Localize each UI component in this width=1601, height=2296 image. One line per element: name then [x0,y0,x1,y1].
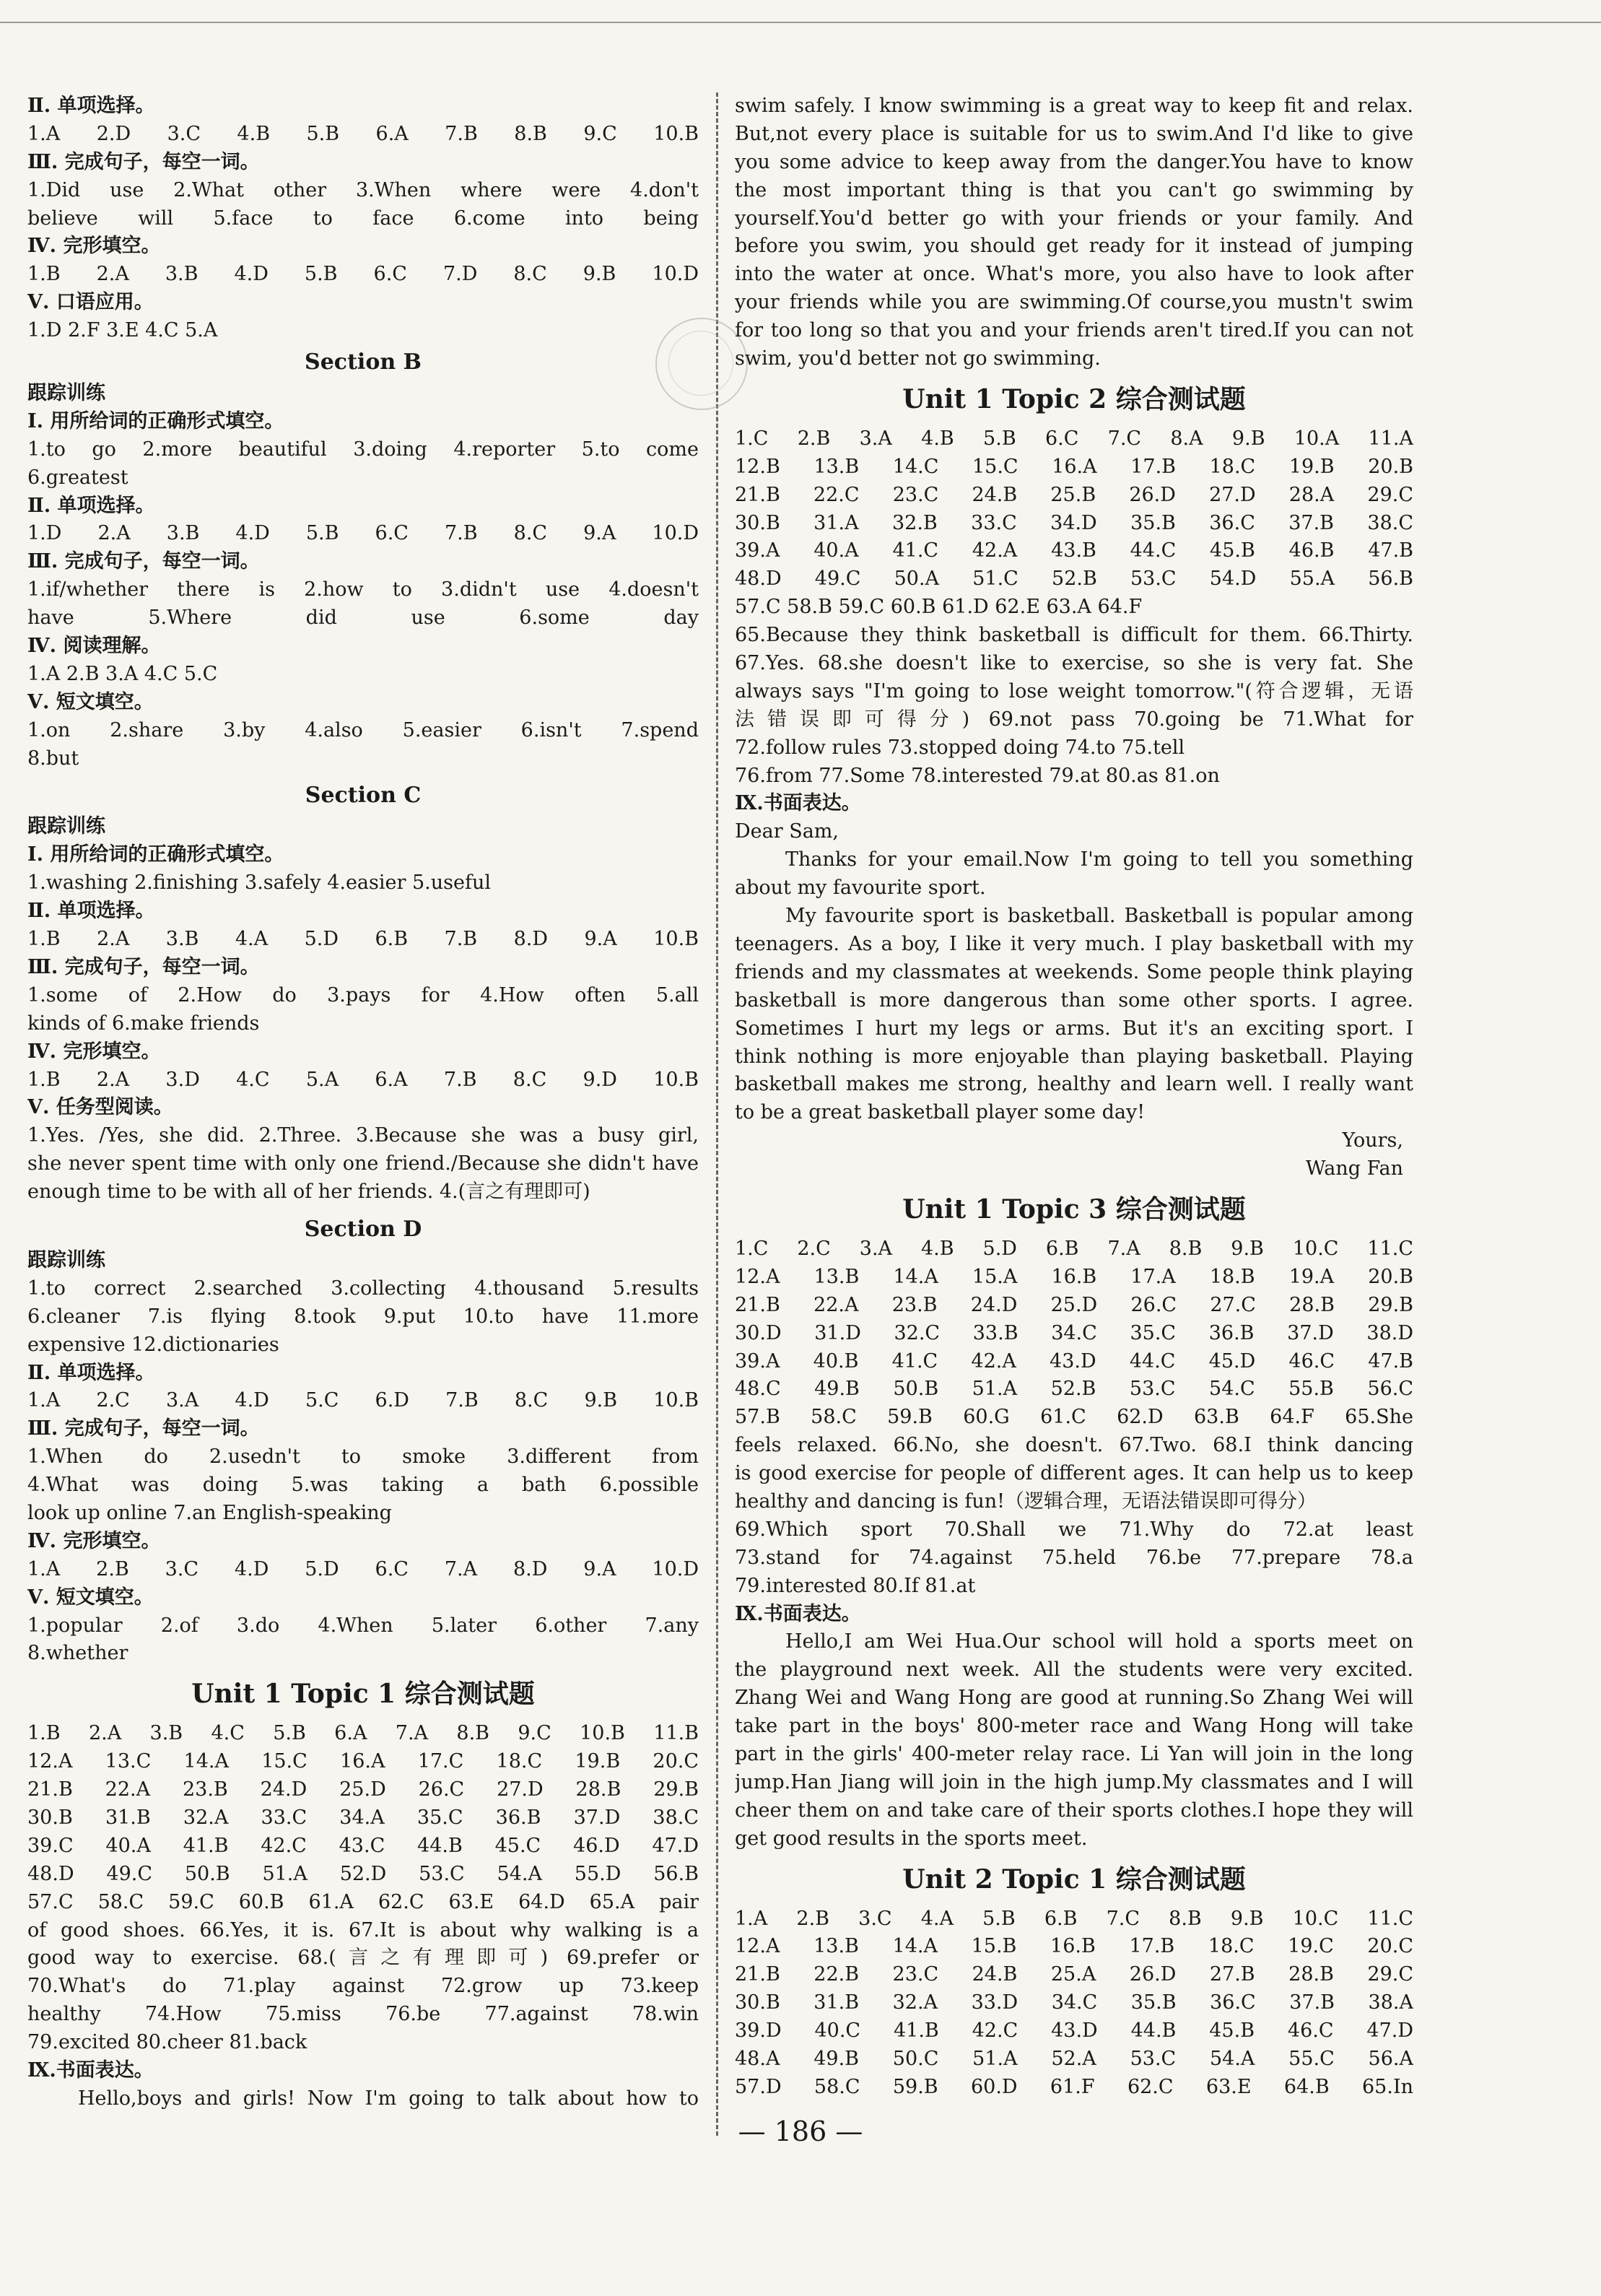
answer-line: 21.B 22.A 23.B 24.D 25.D 26.C 27.D 28.B 29.B [27,1778,699,1801]
answer-line: about my favourite sport. [735,877,986,900]
answer-line: she never spent time with only one friend./Because she didn't have [27,1152,699,1175]
answer-line: 8.whether [27,1642,128,1665]
answer-line: 1.to correct 2.searched 3.collecting 4.thousand 5.results [27,1277,699,1300]
answer-line: 30.B 31.B 32.A 33.C 34.A 35.C 36.B 37.D 38.C [27,1806,699,1829]
answer-line: Hello,I am Wei Hua.Our school will hold a sports meet on [785,1630,1413,1653]
answer-line: before you swim, you should get ready for it instead of jumping [735,235,1413,258]
question-heading: Ⅳ. 完形填空。 [27,1040,161,1063]
answer-line: 69.Which sport 70.Shall we 71.Why do 72.at least [735,1518,1413,1541]
answer-line: 12.A 13.C 14.A 15.C 16.A 17.C 18.C 19.B 20.C [27,1750,699,1773]
answer-line: Thanks for your email.Now I'm going to tell you something [785,848,1413,871]
answer-line: 1.B 2.A 3.D 4.C 5.A 6.A 7.B 8.C 9.D 10.B [27,1068,699,1091]
question-heading: Ⅰ. 用所给词的正确形式填空。 [27,843,284,866]
answer-line: 12.A 13.B 14.A 15.A 16.B 17.A 18.B 19.A 20.B [735,1265,1413,1288]
answer-line: healthy and dancing is fun!（逻辑合理，无语法错误即可得分） [735,1490,1317,1513]
answer-line: 1.on 2.share 3.by 4.also 5.easier 6.isn't 7.spend [27,718,699,742]
answer-line: 76.from 77.Some 78.interested 79.at 80.as 81.on [735,764,1220,787]
answer-line: 57.C 58.C 59.C 60.B 61.A 62.C 63.E 64.D 65.A pair [27,1890,699,1913]
answer-line: 39.D 40.C 41.B 42.C 43.D 44.B 45.B 46.C 47.D [735,2019,1413,2043]
answer-line: 1.A 2.B 3.C 4.D 5.D 6.C 7.A 8.D 9.A 10.D [27,1557,699,1580]
answer-line: feels relaxed. 66.No, she doesn't. 67.Two. 68.I think dancing [735,1434,1413,1457]
question-heading: Ⅱ. 单项选择。 [27,494,155,517]
answer-line: 1.A 2.B 3.C 4.A 5.B 6.B 7.C 8.B 9.B 10.C 11.C [735,1907,1413,1930]
answer-line: 30.B 31.A 32.B 33.C 34.D 35.B 36.C 37.B 38.C [735,511,1413,534]
answer-line: 1.if/whether there is 2.how to 3.didn't use 4.doesn't [27,578,699,601]
question-heading: Ⅲ. 完成句子，每空一词。 [27,955,260,978]
answer-line: cheer them on and take care of their sports clothes.I hope they will [735,1799,1413,1822]
answer-line: 48.A 49.B 50.C 51.A 52.A 53.C 54.A 55.C 56.A [735,2048,1413,2070]
unit-heading: Unit 1 Topic 2 综合测试题 [902,383,1246,414]
answer-line: jump.Han Jiang will join in the high jump.My classmates and I will [735,1770,1413,1793]
answer-line: 4.What was doing 5.was taking a bath 6.possible [27,1474,699,1497]
answer-line: 21.B 22.B 23.C 24.B 25.A 26.D 27.B 28.B 29.C [735,1963,1413,1986]
answer-line: 6.greatest [27,466,128,489]
question-heading: Ⅴ. 短文填空。 [27,690,154,713]
answer-line: 12.A 13.B 14.A 15.B 16.B 17.B 18.C 19.C 20.C [735,1935,1413,1958]
answer-line: healthy 74.How 75.miss 76.be 77.against 78.win [27,2003,699,2026]
right-column [735,92,1413,2102]
answer-line: 1.When do 2.usedn't to smoke 3.different from [27,1445,699,1469]
question-heading: Ⅲ. 完成句子，每空一词。 [27,150,260,173]
answer-line: 1.B 2.A 3.B 4.C 5.B 6.A 7.A 8.B 9.C 10.B 11.B [27,1722,699,1745]
answer-line: 1.popular 2.of 3.do 4.When 5.later 6.other 7.any [27,1614,699,1637]
answer-line: expensive 12.dictionaries [27,1333,279,1356]
question-heading: Ⅱ. 单项选择。 [27,1361,155,1384]
answer-line: 79.excited 80.cheer 81.back [27,2031,307,2054]
answer-line: is good exercise for people of different ages. It can help us to keep [735,1462,1413,1485]
answer-line: 12.B 13.B 14.C 15.C 16.A 17.B 18.C 19.B 20.B [735,455,1413,478]
answer-line: the playground next week. All the students were very excited. [735,1658,1413,1682]
answer-line: yourself.You'd better go with your friends or your family. And [735,206,1413,230]
answer-line: 48.D 49.C 50.B 51.A 52.D 53.C 54.A 55.D 56.B [27,1862,699,1885]
answer-line: Yours, [1342,1129,1403,1152]
answer-line: kinds of 6.make friends [27,1012,260,1035]
answer-line: My favourite sport is basketball. Basketball is popular among [785,905,1413,928]
question-heading: Ⅸ.书面表达。 [735,792,861,815]
answer-line: 6.cleaner 7.is flying 8.took 9.put 10.to have 11.more [27,1305,699,1328]
answer-line: you some advice to keep away from the danger.You have to know [735,150,1413,173]
answer-line: Hello,boys and girls! Now I'm going to talk about how to [78,2087,699,2110]
question-heading: Ⅴ. 任务型阅读。 [27,1096,173,1119]
answer-line: basketball makes me strong, healthy and learn well. I really want [735,1073,1413,1096]
answer-line: 39.A 40.A 41.C 42.A 43.B 44.C 45.B 46.B 47.B [735,539,1413,562]
question-heading: 跟踪训练 [27,382,105,405]
answer-line: 79.interested 80.If 81.at [735,1574,976,1597]
question-heading: 跟踪训练 [27,1248,105,1271]
top-rule [0,22,1601,23]
answer-line: 1.A 2.B 3.A 4.C 5.C [27,662,218,685]
answer-line: 1.to go 2.more beautiful 3.doing 4.reporter 5.to come [27,438,699,461]
section-heading: Section D [304,1216,422,1242]
answer-line: your friends while you are swimming.Of course,you mustn't swim [735,291,1413,314]
answer-line: always says "I'm going to lose weight tomorrow."(符合逻辑，无语 [735,679,1413,703]
unit-heading: Unit 1 Topic 1 综合测试题 [191,1679,535,1710]
answer-line: 57.B 58.C 59.B 60.G 61.C 62.D 63.B 64.F 65.She [735,1406,1413,1429]
answer-line: into the water at once. What's more, you also have to look after [735,263,1413,286]
unit-heading: Unit 2 Topic 1 综合测试题 [902,1864,1246,1895]
answer-line: good way to exercise. 68.(言之有理即可) 69.prefer or [27,1947,699,1970]
answer-line: Sometimes I hurt my legs or arms. But it's an exciting sport. I [735,1017,1413,1040]
question-heading: Ⅸ.书面表达。 [735,1602,861,1625]
question-heading: Ⅴ. 口语应用。 [27,291,154,314]
answer-line: Zhang Wei and Wang Hong are good at running.So Zhang Wei will [735,1687,1413,1710]
answer-line: But,not every place is suitable for us to swim.And I'd like to give [735,122,1413,145]
answer-line: 1.C 2.C 3.A 4.B 5.D 6.B 7.A 8.B 9.B 10.C 11.C [735,1237,1413,1260]
answer-line: 1.B 2.A 3.B 4.D 5.B 6.C 7.D 8.C 9.B 10.D [27,263,699,286]
answer-line: 1.A 2.C 3.A 4.D 5.C 6.D 7.B 8.C 9.B 10.B [27,1389,699,1412]
answer-line: look up online 7.an English-speaking [27,1501,392,1524]
answer-line: to be a great basketball player some day! [735,1101,1146,1124]
answer-line: 39.C 40.A 41.B 42.C 43.C 44.B 45.C 46.D 47.D [27,1834,699,1857]
answer-line: take part in the boys' 800-meter race and Wang Hong will take [735,1715,1413,1738]
question-heading: Ⅱ. 单项选择。 [27,95,155,117]
answer-line: 48.C 49.B 50.B 51.A 52.B 53.C 54.C 55.B 56.C [735,1378,1413,1401]
answer-line: 67.Yes. 68.she doesn't like to exercise, so she is very fat. She [735,652,1413,675]
left-column [27,92,699,2113]
answer-line: teenagers. As a boy, I like it very much. I play basketball with my [735,932,1413,955]
answer-line: 30.B 31.B 32.A 33.D 34.C 35.B 36.C 37.B 38.A [735,1991,1413,2014]
answer-line: believe will 5.face to face 6.come into being [27,206,699,230]
answer-line: 1.some of 2.How do 3.pays for 4.How often 5.all [27,983,699,1006]
answer-line: think nothing is more enjoyable than playing basketball. Playing [735,1045,1413,1068]
question-heading: Ⅳ. 完形填空。 [27,1529,161,1552]
answer-line: Wang Fan [1305,1157,1403,1180]
answer-line: 1.A 2.D 3.C 4.B 5.B 6.A 7.B 8.B 9.C 10.B [27,122,699,145]
section-heading: Section C [305,783,422,809]
question-heading: Ⅳ. 完形填空。 [27,235,161,258]
answer-line: swim, you'd better not go swimming. [735,347,1101,370]
answer-line: have 5.Where did use 6.some day [27,606,699,630]
question-heading: Ⅱ. 单项选择。 [27,900,155,923]
answer-line: 1.Did use 2.What other 3.When where were 4.don't [27,178,699,201]
answer-line: 1.B 2.A 3.B 4.A 5.D 6.B 7.B 8.D 9.A 10.B [27,928,699,951]
answer-line: 70.What's do 71.play against 72.grow up 73.keep [27,1975,699,1998]
answer-line: 30.D 31.D 32.C 33.B 34.C 35.C 36.B 37.D 38.D [735,1321,1413,1344]
answer-line: swim safely. I know swimming is a great way to keep fit and relax. [735,95,1413,117]
answer-line: 1.D 2.A 3.B 4.D 5.B 6.C 7.B 8.C 9.A 10.D [27,522,699,545]
answer-line: 21.B 22.C 23.C 24.B 25.B 26.D 27.D 28.A 29.C [735,483,1413,506]
answer-line: the most important thing is that you can't go swimming by [735,178,1413,201]
answer-line: 21.B 22.A 23.B 24.D 25.D 26.C 27.C 28.B 29.B [735,1293,1413,1316]
answer-line: 57.C 58.B 59.C 60.B 61.D 62.E 63.A 64.F [735,596,1143,619]
answer-line: 1.Yes. /Yes, she did. 2.Three. 3.Because she was a busy girl, [27,1124,699,1147]
answer-line: 39.A 40.B 41.C 42.A 43.D 44.C 45.D 46.C 47.B [735,1349,1413,1373]
answer-line: for too long so that you and your friends aren't tired.If you can not [735,319,1413,342]
answer-line: 1.D 2.F 3.E 4.C 5.A [27,319,218,342]
answer-line: basketball is more dangerous than some other sports. I agree. [735,988,1413,1012]
answer-line: 法错误即可得分) 69.not pass 70.going be 71.What for [735,708,1413,731]
answer-line: enough time to be with all of her friends. 4.(言之有理即可) [27,1180,590,1204]
question-heading: 跟踪训练 [27,815,105,838]
unit-heading: Unit 1 Topic 3 综合测试题 [902,1193,1246,1225]
answer-line: 1.washing 2.finishing 3.safely 4.easier 5.useful [27,871,491,895]
question-heading: Ⅲ. 完成句子，每空一词。 [27,1417,260,1440]
answer-line: 72.follow rules 73.stopped doing 74.to 75.tell [735,736,1185,759]
answer-line: of good shoes. 66.Yes, it is. 67.It is about why walking is a [27,1918,699,1941]
answer-line: 8.but [27,747,79,770]
answer-line: get good results in the sports meet. [735,1827,1088,1850]
question-heading: Ⅴ. 短文填空。 [27,1586,154,1609]
answer-line: Dear Sam, [735,820,839,843]
question-heading: Ⅰ. 用所给词的正确形式填空。 [27,409,284,432]
section-heading: Section B [305,349,422,375]
answer-line: 48.D 49.C 50.A 51.C 52.B 53.C 54.D 55.A 56.B [735,568,1413,591]
answer-line: friends and my classmates at weekends. Some people think playing [735,960,1413,983]
answer-line: 1.C 2.B 3.A 4.B 5.B 6.C 7.C 8.A 9.B 10.A 11.A [735,427,1413,450]
question-heading: Ⅳ. 阅读理解。 [27,635,161,658]
page-number: — 186 — [738,2115,863,2147]
question-heading: Ⅲ. 完成句子，每空一词。 [27,550,260,573]
question-heading: Ⅸ.书面表达。 [27,2059,154,2082]
answer-line: part in the girls' 400-meter relay race. Li Yan will join in the long [735,1742,1413,1765]
answer-line: 73.stand for 74.against 75.held 76.be 77.prepare 78.a [735,1546,1413,1569]
answer-line: 57.D 58.C 59.B 60.D 61.F 62.C 63.E 64.B 65.In [735,2075,1413,2098]
answer-line: 65.Because they think basketball is difficult for them. 66.Thirty. [735,624,1413,647]
